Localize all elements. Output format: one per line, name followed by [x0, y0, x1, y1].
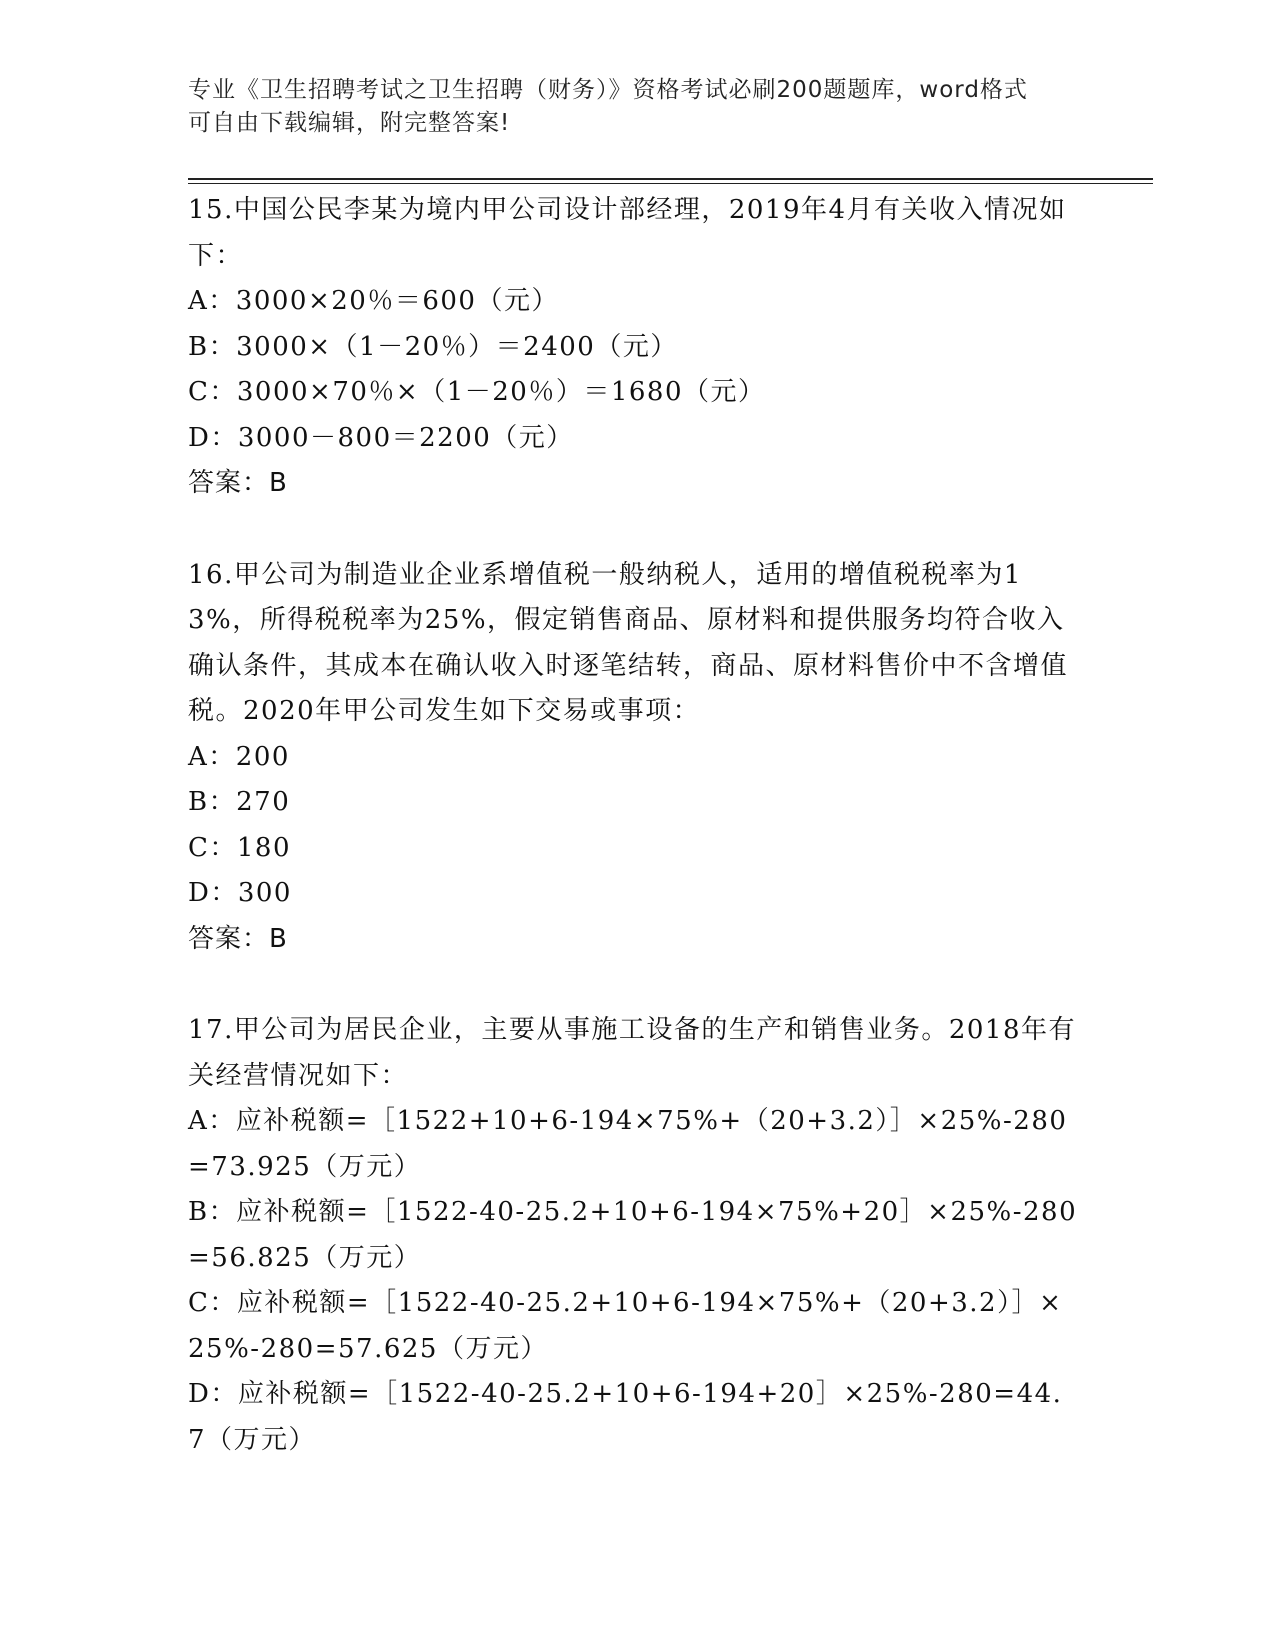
option-b: B：3000×（1－20％）＝2400（元） [188, 331, 678, 362]
header-title-line-1: 专业《卫生招聘考试之卫生招聘（财务）》资格考试必刷200题题库，word格式 [188, 77, 1028, 103]
header-title-line-2: 可自由下载编辑，附完整答案! [188, 110, 511, 136]
document-header [188, 74, 1068, 140]
option-c: C：3000×70％×（1－20％）＝1680（元） [188, 377, 766, 407]
question-17 [188, 1008, 1088, 1463]
option-b: B：应补税额=［1522-40-25.2+10+6-194×75%+20］×25%-280=56.825（万元） [188, 1197, 1078, 1273]
question-15 [188, 188, 1088, 507]
option-c: C：180 [188, 832, 292, 863]
option-a: A：应补税额=［1522+10+6-194×75%+（20+3.2）］×25%-280=73.925（万元） [188, 1106, 1068, 1182]
option-a: A：3000×20％＝600（元） [188, 286, 559, 316]
option-a: A：200 [188, 741, 290, 772]
answer-label: 答案：B [188, 923, 288, 954]
question-stem: 17.甲公司为居民企业，主要从事施工设备的生产和销售业务。2018年有关经营情况如下： [188, 1015, 1077, 1091]
option-b: B：270 [188, 787, 291, 817]
option-c: C：应补税额=［1522-40-25.2+10+6-194×75%+（20+3.2）］×25%-280=57.625（万元） [188, 1288, 1063, 1364]
header-divider-thin [188, 183, 1153, 184]
option-d: D：300 [188, 878, 292, 908]
option-d: D：应补税额=［1522-40-25.2+10+6-194+20］×25%-280=44.7（万元） [188, 1379, 1063, 1455]
header-divider-thick [188, 178, 1153, 180]
answer-label: 答案：B [188, 468, 288, 498]
option-d: D：3000－800＝2200（元） [188, 422, 574, 453]
question-16 [188, 553, 1088, 963]
question-stem: 15.中国公民李某为境内甲公司设计部经理，2019年4月有关收入情况如下： [188, 195, 1067, 271]
question-stem: 16.甲公司为制造业企业系增值税一般纳税人，适用的增值税税率为13%，所得税税率为25%，假定销售商品、原材料和提供服务均符合收入确认条件，其成本在确认收入时逐笔结转，商品、原材料售价中不含增值税。2020年甲公司发生如下交易或事项： [188, 559, 1069, 726]
question-list [188, 188, 1088, 1509]
